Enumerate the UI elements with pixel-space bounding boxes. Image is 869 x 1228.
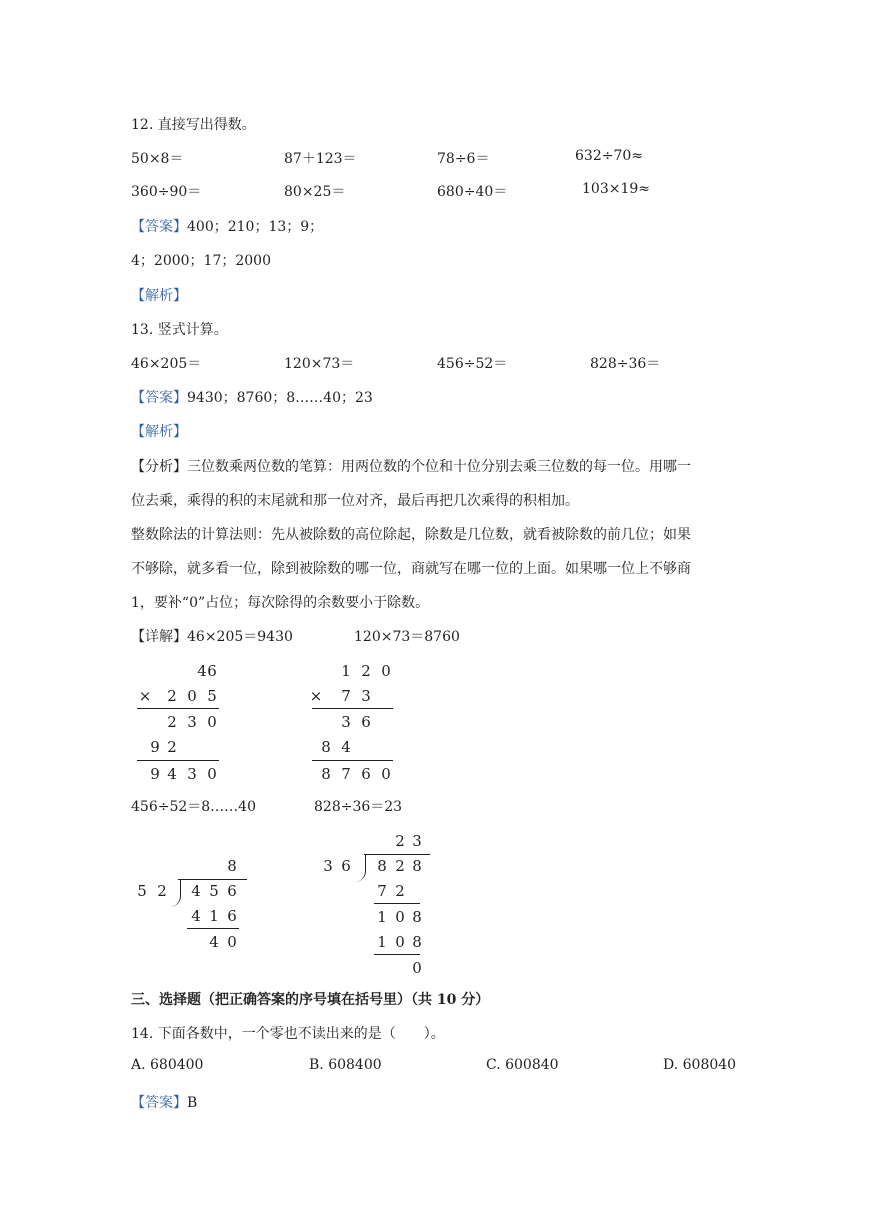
- digit: 0: [207, 713, 217, 731]
- q13-fenxi-line1: [131, 456, 691, 476]
- digit: 8: [321, 738, 331, 756]
- rule-line: [137, 708, 219, 709]
- rule-line: [374, 903, 420, 904]
- rule-line: [312, 760, 393, 761]
- q13-item: 120×73＝: [284, 356, 355, 372]
- digit: 8: [377, 857, 387, 875]
- q14-answer: [131, 1092, 197, 1112]
- q12-analysis-tag: 【解析】: [131, 288, 187, 304]
- digit: 2: [167, 713, 177, 731]
- q13-div-rule-line1: 整数除法的计算法则：先从被除数的高位除起，除数是几位数，就看被除数的前几位；如果: [131, 527, 691, 543]
- detail-result-2: 120×73＝8760: [354, 629, 460, 645]
- digit: 0: [381, 765, 391, 783]
- digit: 4: [191, 882, 201, 900]
- digit: 0: [395, 908, 405, 926]
- digit: 1: [209, 907, 219, 925]
- division-bracket: [355, 854, 366, 882]
- digit: 5: [207, 687, 217, 705]
- digit: 2: [167, 738, 177, 756]
- q12-item: 680÷40＝: [437, 184, 508, 200]
- digit: 1: [377, 908, 387, 926]
- q13-item: 46×205＝: [131, 356, 202, 372]
- q13-detail-line: [131, 626, 293, 646]
- q12-item: 78÷6＝: [437, 151, 490, 167]
- digit: 3: [323, 857, 333, 875]
- q14-option-b: B. 608400: [309, 1057, 382, 1073]
- rule-line: [137, 760, 219, 761]
- q13-answer: [131, 387, 373, 407]
- division-result-2: 828÷36＝23: [314, 799, 403, 815]
- digit: 8: [227, 857, 237, 875]
- answer-text: 400；210；13；9；: [187, 219, 324, 235]
- digit: 4: [197, 662, 207, 680]
- digit: 0: [412, 959, 422, 977]
- digit: 0: [207, 765, 217, 783]
- digit: 0: [395, 933, 405, 951]
- digit: 9: [150, 738, 160, 756]
- digit: 9: [150, 765, 160, 783]
- digit: 8: [412, 933, 422, 951]
- q12-item: 632÷70≈: [575, 148, 643, 164]
- q13-item: 456÷52＝: [437, 356, 508, 372]
- detail-tag: 【详解】: [131, 629, 187, 645]
- digit: 6: [361, 765, 371, 783]
- q13-analysis-tag: 【解析】: [131, 424, 187, 440]
- answer-tag: 【答案】: [131, 1095, 187, 1111]
- digit: 6: [361, 713, 371, 731]
- q13-title: 13. 竖式计算。: [131, 322, 228, 338]
- digit: 5: [209, 882, 219, 900]
- digit: 1: [377, 933, 387, 951]
- digit: 7: [341, 765, 351, 783]
- answer-tag: 【答案】: [131, 219, 187, 235]
- digit: 3: [187, 765, 197, 783]
- q13-div-rule-line2: 不够除，就多看一位，除到被除数的哪一位，商就写在哪一位的上面。如果哪一位上不够商: [131, 561, 691, 577]
- times-sign: ×: [309, 687, 323, 705]
- digit: 8: [321, 765, 331, 783]
- q14-option-c: C. 600840: [486, 1057, 559, 1073]
- division-result-1: 456÷52＝8……40: [131, 799, 256, 815]
- q14-title: 14. 下面各数中，一个零也不读出来的是（ ）。: [131, 1026, 445, 1042]
- detail-result-1: 46×205＝9430: [187, 629, 293, 645]
- times-sign: ×: [138, 687, 152, 705]
- digit: 7: [377, 882, 387, 900]
- digit: 6: [227, 907, 237, 925]
- digit: 2: [167, 687, 177, 705]
- digit: 0: [187, 687, 197, 705]
- digit: 7: [341, 687, 351, 705]
- digit: 4: [341, 738, 351, 756]
- digit: 4: [209, 933, 219, 951]
- digit: 2: [157, 882, 167, 900]
- q13-div-rule-line3: 1，要补“0”占位；每次除得的余数要小于除数。: [131, 595, 430, 611]
- digit: 6: [227, 882, 237, 900]
- rule-line: [374, 954, 420, 955]
- rule-line: [187, 928, 239, 929]
- section-heading: 三、选择题（把正确答案的序号填在括号里）（共 10 分）: [131, 992, 490, 1008]
- answer-text: B: [187, 1095, 198, 1111]
- digit: 8: [412, 908, 422, 926]
- digit: 3: [341, 713, 351, 731]
- q12-title: 12. 直接写出得数。: [131, 117, 256, 133]
- digit: 3: [412, 832, 422, 850]
- digit: 1: [341, 662, 351, 680]
- digit: 6: [207, 662, 217, 680]
- q12-item: 103×19≈: [582, 181, 650, 197]
- q12-item: 87＋123＝: [284, 151, 357, 167]
- q12-answer: [131, 216, 323, 236]
- digit: 2: [395, 832, 405, 850]
- digit: 3: [187, 713, 197, 731]
- q12-answer-line2: 4；2000；17；2000: [131, 253, 271, 269]
- rule-line: [312, 708, 393, 709]
- q12-item: 80×25＝: [284, 184, 346, 200]
- division-bracket-top: [364, 854, 430, 855]
- digit: 2: [395, 882, 405, 900]
- digit: 2: [361, 662, 371, 680]
- digit: 6: [341, 857, 351, 875]
- digit: 0: [381, 662, 391, 680]
- answer-tag: 【答案】: [131, 390, 187, 406]
- digit: 8: [412, 857, 422, 875]
- answer-text: 9430；8760；8……40；23: [187, 390, 373, 406]
- q14-option-d: D. 608040: [663, 1057, 737, 1073]
- q13-fenxi-line2: 位去乘，乘得的积的末尾就和那一位对齐，最后再把几次乘得的积相加。: [131, 493, 579, 509]
- q14-option-a: A. 680400: [131, 1057, 204, 1073]
- fenxi-tag: 【分析】: [131, 459, 187, 475]
- digit: 2: [395, 857, 405, 875]
- division-bracket-top: [178, 879, 247, 880]
- digit: 3: [361, 687, 371, 705]
- q13-item: 828÷36＝: [590, 356, 661, 372]
- digit: 4: [167, 765, 177, 783]
- q12-item: 360÷90＝: [131, 184, 202, 200]
- digit: 5: [137, 882, 147, 900]
- digit: 0: [227, 933, 237, 951]
- digit: 4: [191, 907, 201, 925]
- fenxi-text: 三位数乘两位数的笔算：用两位数的个位和十位分别去乘三位数的每一位。用哪一: [187, 459, 691, 475]
- q12-item: 50×8＝: [131, 151, 184, 167]
